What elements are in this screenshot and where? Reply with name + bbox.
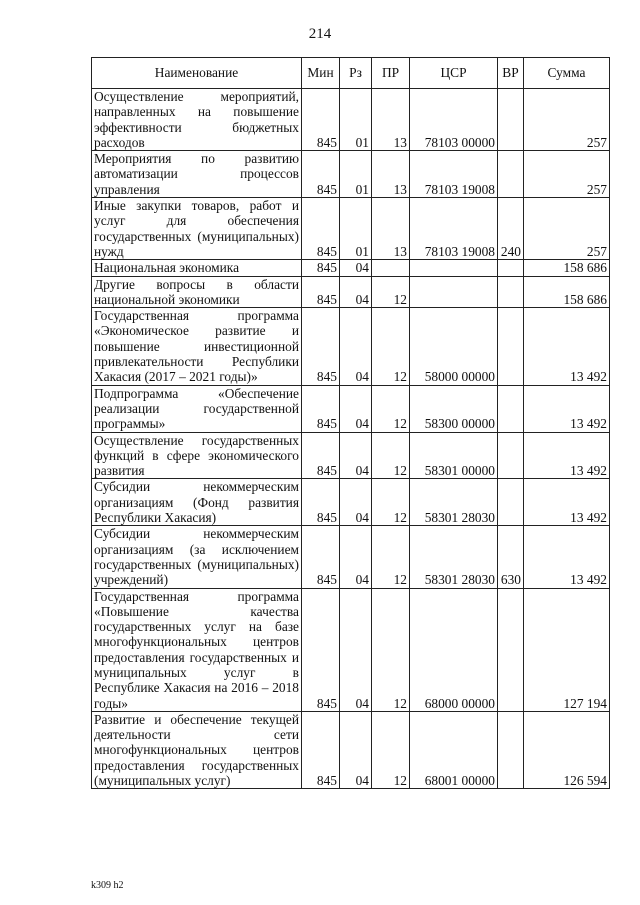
cell-sum: 127 194 <box>524 588 610 711</box>
table-body <box>92 89 610 789</box>
cell-name: Мероприятия по развитию автоматизации процессов управления <box>92 151 302 198</box>
budget-table <box>91 57 610 789</box>
cell-vr <box>498 260 524 276</box>
cell-sum: 13 492 <box>524 385 610 432</box>
cell-min: 845 <box>302 89 340 151</box>
cell-name: Осуществление государственных функций в сфере экономического развития <box>92 432 302 479</box>
cell-sum: 158 686 <box>524 260 610 276</box>
cell-pr: 13 <box>372 89 410 151</box>
cell-pr: 12 <box>372 479 410 526</box>
cell-rz: 04 <box>340 276 372 308</box>
cell-min: 845 <box>302 432 340 479</box>
cell-csr: 58000 00000 <box>410 308 498 385</box>
cell-rz: 01 <box>340 151 372 198</box>
cell-pr: 12 <box>372 432 410 479</box>
cell-vr <box>498 588 524 711</box>
cell-min: 845 <box>302 198 340 260</box>
cell-csr: 78103 19008 <box>410 198 498 260</box>
table-row <box>92 276 610 308</box>
table-row <box>92 711 610 788</box>
cell-min: 845 <box>302 260 340 276</box>
cell-sum: 126 594 <box>524 711 610 788</box>
table-row <box>92 385 610 432</box>
header-min: Мин <box>302 58 340 89</box>
cell-name: Подпрограмма «Обеспечение реализации государственной программы» <box>92 385 302 432</box>
cell-sum: 257 <box>524 151 610 198</box>
cell-rz: 01 <box>340 89 372 151</box>
cell-sum: 257 <box>524 198 610 260</box>
cell-name: Национальная экономика <box>92 260 302 276</box>
cell-sum: 13 492 <box>524 479 610 526</box>
cell-sum: 158 686 <box>524 276 610 308</box>
cell-sum: 13 492 <box>524 526 610 588</box>
table-row <box>92 432 610 479</box>
header-vr: ВР <box>498 58 524 89</box>
cell-name: Субсидии некоммерческим организациям (Фонд развития Республики Хакасия) <box>92 479 302 526</box>
cell-pr: 13 <box>372 198 410 260</box>
header-csr: ЦСР <box>410 58 498 89</box>
cell-pr: 12 <box>372 385 410 432</box>
cell-rz: 01 <box>340 198 372 260</box>
cell-name: Субсидии некоммерческим организациям (за исключением государственных (муниципальных) учреждений) <box>92 526 302 588</box>
cell-sum: 13 492 <box>524 308 610 385</box>
table-row <box>92 151 610 198</box>
cell-vr: 240 <box>498 198 524 260</box>
cell-pr: 12 <box>372 276 410 308</box>
cell-vr <box>498 151 524 198</box>
cell-min: 845 <box>302 308 340 385</box>
cell-min: 845 <box>302 151 340 198</box>
table-row <box>92 89 610 151</box>
cell-name: Государственная программа «Повышение качества государственных услуг на базе многофункциональных центров предоставления государственных и муниципальных услуг в Республике Хакасия на 2016 – 2018 годы» <box>92 588 302 711</box>
cell-csr: 68000 00000 <box>410 588 498 711</box>
cell-csr: 68001 00000 <box>410 711 498 788</box>
cell-csr: 58301 28030 <box>410 479 498 526</box>
header-name: Наименование <box>92 58 302 89</box>
cell-min: 845 <box>302 385 340 432</box>
cell-vr <box>498 385 524 432</box>
cell-csr <box>410 260 498 276</box>
cell-pr <box>372 260 410 276</box>
cell-vr <box>498 308 524 385</box>
cell-rz: 04 <box>340 526 372 588</box>
cell-vr <box>498 432 524 479</box>
table-row <box>92 198 610 260</box>
cell-rz: 04 <box>340 432 372 479</box>
cell-min: 845 <box>302 526 340 588</box>
cell-csr: 78103 19008 <box>410 151 498 198</box>
cell-sum: 13 492 <box>524 432 610 479</box>
cell-csr: 58300 00000 <box>410 385 498 432</box>
cell-pr: 12 <box>372 588 410 711</box>
cell-vr <box>498 711 524 788</box>
cell-pr: 12 <box>372 526 410 588</box>
cell-rz: 04 <box>340 479 372 526</box>
cell-pr: 12 <box>372 711 410 788</box>
cell-rz: 04 <box>340 308 372 385</box>
table-row <box>92 588 610 711</box>
cell-min: 845 <box>302 588 340 711</box>
table-row <box>92 526 610 588</box>
footer-code: k309 h2 <box>91 880 124 891</box>
cell-rz: 04 <box>340 711 372 788</box>
cell-rz: 04 <box>340 588 372 711</box>
cell-name: Государственная программа «Экономическое развитие и повышение инвестиционной привлекательности Республики Хакасия (2017 – 2021 годы)» <box>92 308 302 385</box>
cell-vr <box>498 89 524 151</box>
header-pr: ПР <box>372 58 410 89</box>
table-header-row <box>92 58 610 89</box>
cell-csr: 58301 00000 <box>410 432 498 479</box>
cell-pr: 12 <box>372 308 410 385</box>
cell-csr <box>410 276 498 308</box>
cell-vr <box>498 479 524 526</box>
cell-name: Другие вопросы в области национальной экономики <box>92 276 302 308</box>
cell-csr: 58301 28030 <box>410 526 498 588</box>
header-rz: Рз <box>340 58 372 89</box>
cell-min: 845 <box>302 276 340 308</box>
cell-min: 845 <box>302 711 340 788</box>
header-sum: Сумма <box>524 58 610 89</box>
table-row <box>92 308 610 385</box>
cell-csr: 78103 00000 <box>410 89 498 151</box>
cell-min: 845 <box>302 479 340 526</box>
cell-vr: 630 <box>498 526 524 588</box>
cell-rz: 04 <box>340 385 372 432</box>
cell-vr <box>498 276 524 308</box>
cell-sum: 257 <box>524 89 610 151</box>
cell-pr: 13 <box>372 151 410 198</box>
cell-name: Осуществление мероприятий, направленных на повышение эффективности бюджетных расходов <box>92 89 302 151</box>
cell-name: Развитие и обеспечение текущей деятельности сети многофункциональных центров предоставления государственных (муниципальных услуг) <box>92 711 302 788</box>
page-number: 214 <box>308 26 332 42</box>
cell-rz: 04 <box>340 260 372 276</box>
cell-name: Иные закупки товаров, работ и услуг для обеспечения государственных (муниципальных) нужд <box>92 198 302 260</box>
table-row <box>92 260 610 276</box>
table-row <box>92 479 610 526</box>
